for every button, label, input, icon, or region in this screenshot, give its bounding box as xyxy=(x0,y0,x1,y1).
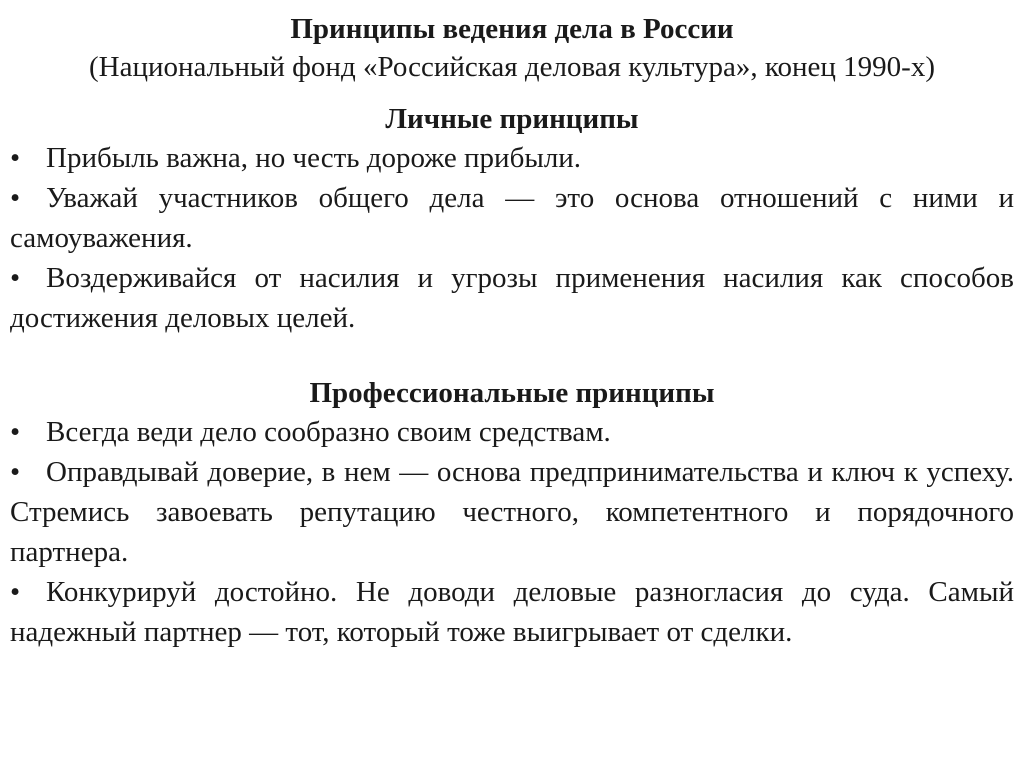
personal-principles-list xyxy=(10,138,1014,338)
list-item-text: Воздерживайся от насилия и угрозы применения насилия как способов достижения деловых целей. xyxy=(10,262,1014,334)
list-item xyxy=(10,178,1014,258)
slide-title: Принципы ведения дела в России xyxy=(290,13,734,45)
bullet-marker: • xyxy=(10,456,21,488)
list-item-text: Оправдывай доверие, в нем — основа предпринимательства и ключ к успеху. Стремись завоевать репутацию честного, компетентного и порядочного партнера. xyxy=(10,456,1014,568)
list-item xyxy=(10,258,1014,338)
bullet-marker: • xyxy=(10,576,21,608)
list-item-text: Всегда веди дело сообразно своим средствам. xyxy=(46,416,611,448)
list-item xyxy=(10,412,1014,452)
list-item-text: Конкурируй достойно. Не доводи деловые разногласия до суда. Самый надежный партнер — тот, который тоже выигрывает от сделки. xyxy=(10,576,1014,648)
slide-subtitle: (Национальный фонд «Российская деловая культура», конец 1990-х) xyxy=(89,51,935,83)
section-heading-professional: Профессиональные принципы xyxy=(309,377,715,409)
list-item xyxy=(10,572,1014,652)
list-item-text: Прибыль важна, но честь дороже прибыли. xyxy=(46,142,582,174)
list-item xyxy=(10,138,1014,178)
professional-principles-list xyxy=(10,412,1014,652)
section-heading-personal: Личные принципы xyxy=(385,103,639,135)
bullet-marker: • xyxy=(10,142,21,174)
list-item xyxy=(10,452,1014,572)
bullet-marker: • xyxy=(10,262,21,294)
list-item-text: Уважай участников общего дела — это основа отношений с ними и самоуважения. xyxy=(10,182,1014,254)
bullet-marker: • xyxy=(10,416,21,448)
bullet-marker: • xyxy=(10,182,21,214)
